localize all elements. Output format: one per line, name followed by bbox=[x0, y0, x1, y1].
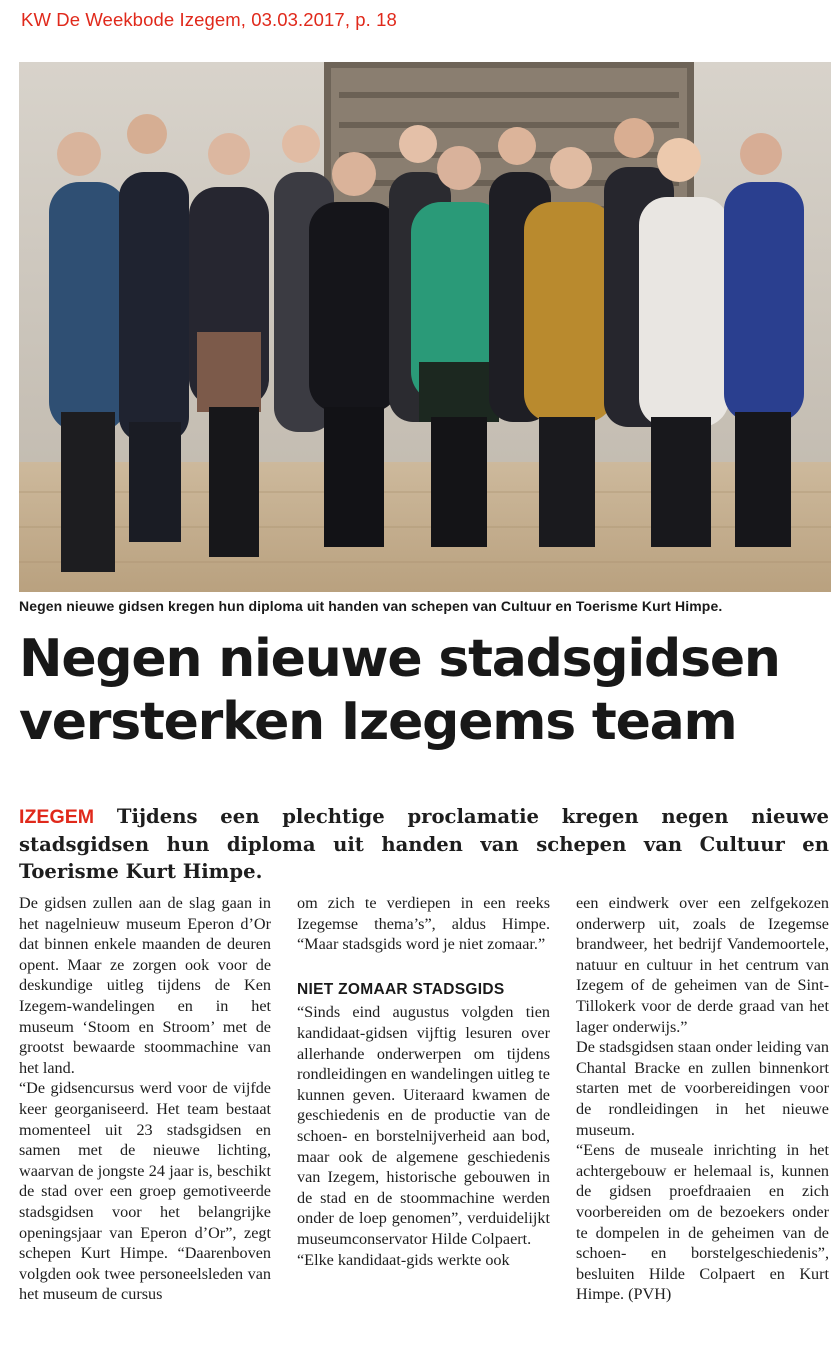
body-paragraph: “Sinds eind augustus volgden tien kandidaat-gidsen vijftig lesuren over allerhande onderwerpen om tijdens rondleidingen en wandelingen uitleg te kunnen geven. Uiteraard kwamen de geschiedenis en de productie van de schoen- en borstelnijverheid aan bod, maar ook de algemene geschiedenis van Izegem, historische gebouwen in de stad en de stoommachine werden onder de loep genomen”, verduidelijkt museumconservator Hilde Colpaert. bbox=[297, 1003, 550, 1248]
body-paragraph: De stadsgidsen staan onder leiding van Chantal Bracke en zullen binnenkort starten met de voorbereidingen voor de rondleidingen in het nieuwe museum. bbox=[576, 1038, 829, 1139]
group-photo bbox=[19, 62, 831, 592]
body-paragraph: een eindwerk over een zelfgekozen onderwerp uit, zoals de Izegemse brandweer, het bedrijf Vandemoortele, natuur en cultuur in het centrum van Izegem of de geheimen van de Sint-Tillokerk voor de derde graad van het lager onderwijs.” bbox=[576, 894, 829, 1036]
body-column-3 bbox=[576, 893, 829, 1305]
body-column-1 bbox=[19, 893, 271, 1305]
article-headline bbox=[19, 628, 834, 754]
body-paragraph: “Elke kandidaat-gids werkte ook bbox=[297, 1250, 510, 1269]
headline-line-2: versterken Izegems team bbox=[19, 692, 737, 752]
body-paragraph: om zich te verdiepen in een reeks Izegemse thema’s”, aldus Himpe. “Maar stadsgids word je niet zomaar.” bbox=[297, 894, 550, 954]
group-photo-illustration bbox=[19, 62, 831, 592]
dateline-location: IZEGEM bbox=[19, 806, 95, 828]
body-paragraph: “De gidsencursus werd voor de vijfde keer georganiseerd. Het team bestaat momenteel uit 23 stadsgidsen en samen met de nieuwe lichting, waarvan de jongste 24 jaar is, beschikt de stad over een groep gemotiveerde stadsgidsen voor het belangrijke openingsjaar van Eperon d’Or”, zegt schepen Kurt Himpe. “Daarenboven volgden ook twee personeelsleden van het museum de cursus bbox=[19, 1079, 271, 1304]
photo-caption: Negen nieuwe gidsen kregen hun diploma uit handen van schepen van Cultuur en Toerisme Kurt Himpe. bbox=[19, 598, 723, 614]
source-citation: KW De Weekbode Izegem, 03.03.2017, p. 18 bbox=[21, 9, 397, 30]
lead-text: Tijdens een plechtige proclamatie kregen negen nieuwe stadsgidsen hun diploma uit handen van schepen van Cultuur en Toerisme Kurt Himpe. bbox=[19, 805, 830, 883]
section-subheading: NIET ZOMAAR STADSGIDS bbox=[297, 980, 505, 998]
body-paragraph: De gidsen zullen aan de slag gaan in het nagelnieuw museum Eperon d’Or dat binnen enkele maanden de deuren opent. Maar ze zorgen ook voor de deskundige uitleg tijdens de Ken Izegem-wandelingen en in het museum ‘Stoom en Stroom’ met de grootst bewaarde stoommachine van het land. bbox=[19, 894, 271, 1077]
headline-line-1: Negen nieuwe stadsgidsen bbox=[19, 629, 780, 689]
article-lead bbox=[19, 803, 829, 885]
body-column-2 bbox=[297, 893, 550, 1270]
body-paragraph: “Eens de museale inrichting in het achtergebouw er helemaal is, kunnen de gidsen proefdraaien en zich voorbereiden om de bezoekers onder te dompelen in de geheimen van de schoen- en borstelgeschiedenis”, besluiten Hilde Colpaert en Kurt Himpe. (PVH) bbox=[576, 1141, 829, 1304]
